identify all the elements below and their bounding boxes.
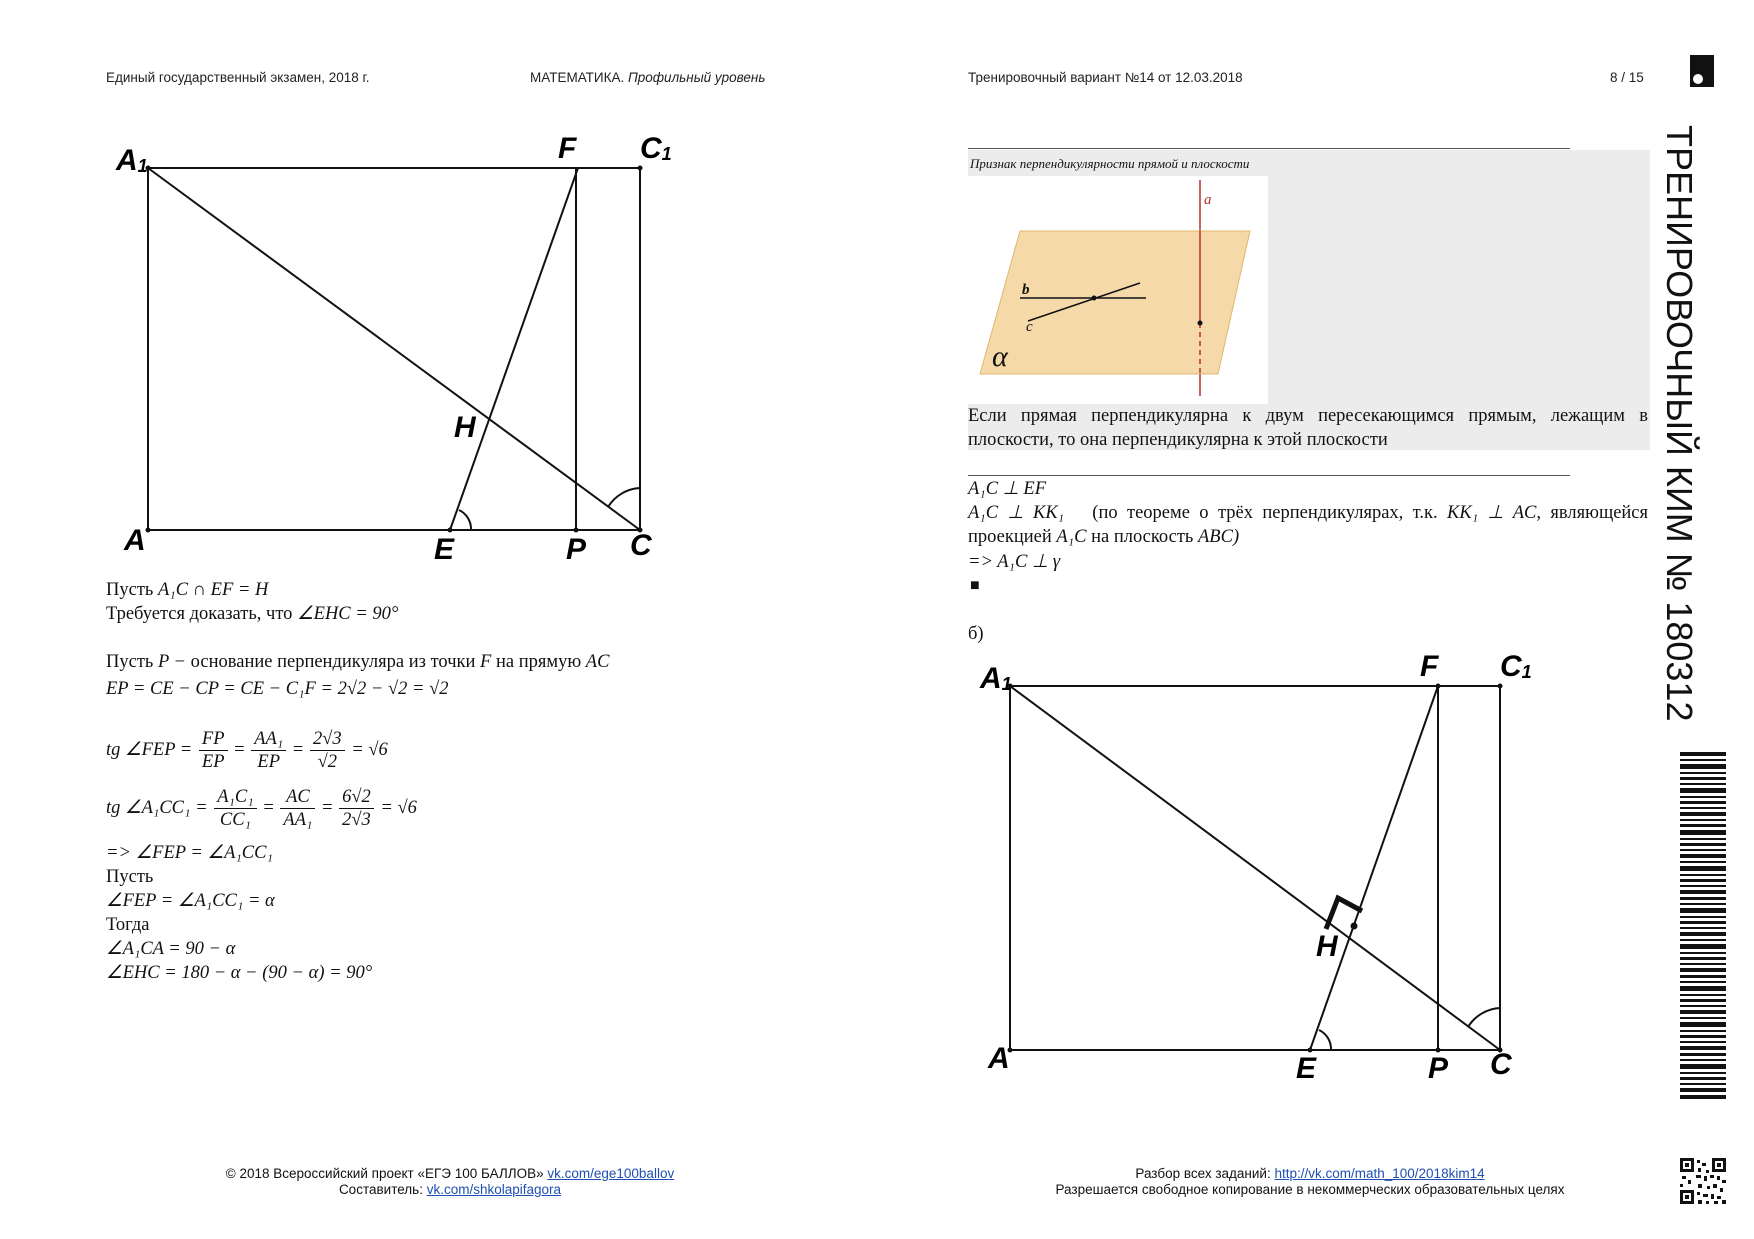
fraction: $\frac{\text{AA₁}}{EP}$ <box>251 728 286 773</box>
theorem-statement: Если прямая перпендикулярна к двум пересекающимся прямым, лежащим в плоскости, то она перпендикулярна к этой плоскости <box>968 406 1648 450</box>
label-plane-alpha: α <box>992 340 1008 373</box>
text-line-3: Пусть P − основание перпендикуляра из точки F на прямую AC <box>106 652 610 672</box>
header-variant: Тренировочный вариант №14 от 12.03.2018 <box>968 70 1243 85</box>
fraction: $\frac{2√3}{√2}$ <box>310 728 345 773</box>
label-c: C <box>630 529 652 562</box>
label-line-a: a <box>1204 192 1212 208</box>
label-e: E <box>1296 1052 1317 1085</box>
divider-top <box>968 148 1570 149</box>
text-let: Пусть <box>106 867 154 887</box>
qed-mark: ■ <box>970 577 980 594</box>
angle-arc-c <box>1468 1008 1500 1027</box>
right-line-1: A₁C ⊥ EF <box>968 479 1047 499</box>
footer-link-shkolapifagora[interactable]: vk.com/shkolapifagora <box>426 1182 562 1197</box>
header-exam: Единый государственный экзамен, 2018 г. <box>106 70 370 85</box>
label-f: F <box>558 132 577 165</box>
formula-tg-fep: tg ∠FEP = $\frac{FP}{EP}$ = $\frac{\text{AA₁}}{EP}$ = $\frac{2√3}{√2}$ = √6 <box>106 729 388 772</box>
right-line-4: => A₁C ⊥ γ <box>968 552 1060 572</box>
header-page-number: 8 / 15 <box>1610 70 1644 85</box>
header-subject-level: Профильный уровень <box>627 70 766 85</box>
plane-illustration <box>968 176 1268 404</box>
label-line-b: b <box>1022 282 1030 298</box>
text-line-2: Требуется доказать, что ∠EHC = 90° <box>106 604 399 624</box>
fraction: $\frac{AC}{\text{AA₁}}$ <box>280 786 315 831</box>
text-angle-1: ∠A₁CA = 90 − α <box>106 939 236 959</box>
fraction: $\frac{\text{A₁C₁}}{\text{CC₁}}$ <box>214 786 257 831</box>
label-f: F <box>1420 650 1439 683</box>
text-alpha-def: ∠FEP = ∠A₁CC₁ = α <box>106 891 275 911</box>
header-subject <box>530 70 765 85</box>
diagonal-a1-c <box>148 168 640 530</box>
formula-tg-a1cc1: tg ∠A₁CC₁ = $\frac{\text{A₁C₁}}{\text{CC₁}}$ = $\frac{AC}{\text{AA₁}}$ = $\frac{6√2}{2√3}$ = √6 <box>106 787 417 830</box>
footer-link-math100[interactable]: http://vk.com/math_100/2018kim14 <box>1274 1166 1485 1181</box>
footer-right: Разбор всех заданий: http://vk.com/math_100/2018kim14 Разрешается свободное копирование в некоммерческих образовательных целях <box>1055 1166 1565 1197</box>
divider-bottom <box>968 475 1570 476</box>
fraction: $\frac{6√2}{2√3}$ <box>339 786 374 831</box>
label-a: A <box>124 524 146 557</box>
fraction: $\frac{FP}{EP}$ <box>199 728 228 773</box>
label-p: P <box>1428 1052 1449 1085</box>
label-c1: C1 <box>640 132 672 165</box>
segment-e-f <box>1310 686 1438 1050</box>
plane-alpha <box>980 231 1250 374</box>
label-e: E <box>434 533 455 566</box>
label-a1: A1 <box>116 144 148 177</box>
label-p: P <box>566 533 587 566</box>
footer-link-ege100ballov[interactable]: vk.com/ege100ballov <box>547 1166 675 1181</box>
text-implication: => ∠FEP = ∠A₁CC₁ <box>106 843 273 863</box>
angle-arc-e <box>1319 1030 1331 1050</box>
figure-left <box>110 130 670 570</box>
angle-arc-e <box>459 510 471 530</box>
part-b-label: б) <box>968 624 984 644</box>
footer-left: © 2018 Всероссийский проект «ЕГЭ 100 БАЛЛОВ» vk.com/ege100ballov Составитель: vk.com/shkolapifagora <box>225 1166 675 1197</box>
label-a1: A1 <box>980 662 1012 695</box>
qr-code-icon <box>1680 1158 1726 1204</box>
theorem-title: Признак перпендикулярности прямой и плоскости <box>970 156 1250 171</box>
angle-arc-c <box>608 488 640 507</box>
text-line-1: Пусть A₁C ∩ EF = H <box>106 580 269 600</box>
label-h: H <box>454 411 476 444</box>
label-line-c: c <box>1026 319 1033 335</box>
barcode-icon <box>1680 752 1726 1100</box>
label-h: H <box>1316 930 1338 963</box>
text-angle-2: ∠EHC = 180 − α − (90 − α) = 90° <box>106 963 373 983</box>
sidebar-title: ТРЕНИРОВОЧНЫЙ КИМ № 180312 <box>1659 125 1700 722</box>
header-subject-main: МАТЕМАТИКА. <box>530 70 625 85</box>
label-c: C <box>1490 1048 1512 1081</box>
label-c1: C1 <box>1500 650 1532 683</box>
label-a: A <box>988 1042 1010 1075</box>
logo-mark <box>1690 55 1714 87</box>
figure-right <box>970 650 1530 1090</box>
diagonal-a1-c <box>1010 686 1500 1050</box>
text-line-4: EP = CE − CP = CE − C₁F = 2√2 − √2 = √2 <box>106 679 449 699</box>
segment-e-f <box>450 168 578 530</box>
text-then: Тогда <box>106 915 150 935</box>
right-line-2: A₁C ⊥ KK₁ (по теореме о трёх перпендикулярах, т.к. KK₁ ⊥ AC, являющейся проекцией A₁C на плоскость ABC) <box>968 503 1649 547</box>
